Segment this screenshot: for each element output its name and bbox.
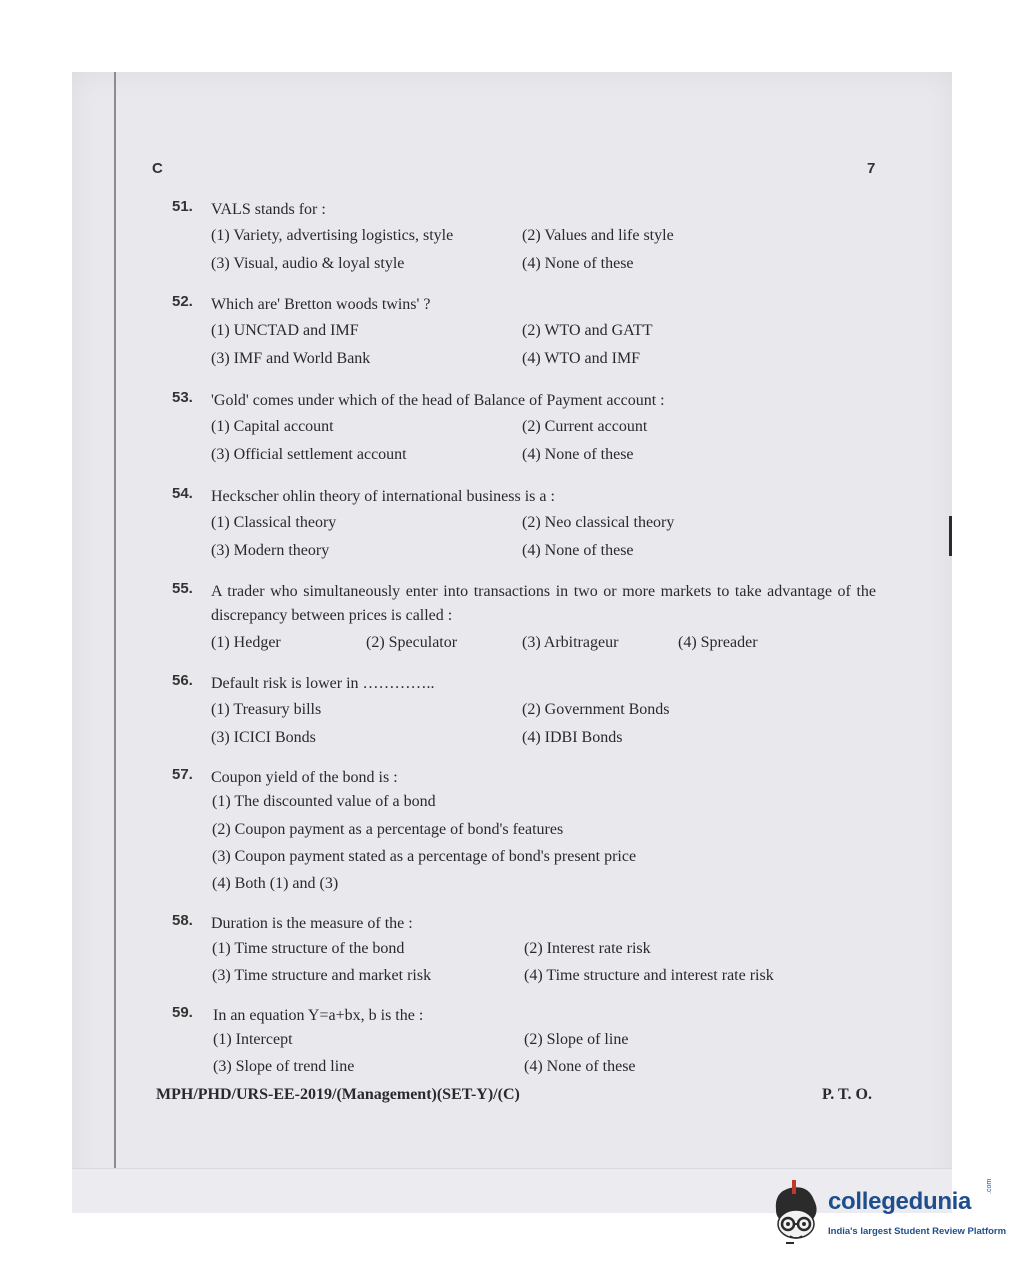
question-number: 59. <box>172 1004 193 1021</box>
option-3: (3) Official settlement account <box>211 446 407 463</box>
option-4: (4) Both (1) and (3) <box>212 875 339 892</box>
option-2: (2) Coupon payment as a percentage of bond's features <box>212 821 564 838</box>
option-2: (2) Values and life style <box>522 227 674 244</box>
question-text: 'Gold' comes under which of the head of Balance of Payment account : <box>211 392 665 409</box>
question-number: 54. <box>172 485 193 502</box>
option-2: (2) Interest rate risk <box>524 940 651 957</box>
option-2: (2) Government Bonds <box>522 701 670 718</box>
option-4: (4) Spreader <box>678 634 758 651</box>
exam-code: MPH/PHD/URS-EE-2019/(Management)(SET-Y)/(C) <box>156 1086 520 1103</box>
question-text: Default risk is lower in ………….. <box>211 675 435 692</box>
question-number: 52. <box>172 293 193 310</box>
set-code: C <box>152 160 163 177</box>
question-number: 55. <box>172 580 193 597</box>
option-1: (1) Intercept <box>213 1031 293 1048</box>
option-3: (3) Coupon payment stated as a percentage of bond's present price <box>212 848 637 865</box>
option-3: (3) IMF and World Bank <box>211 350 371 367</box>
question-text: A trader who simultaneously enter into transactions in two or more markets to take advantage of the discrepancy between prices is called : <box>211 583 876 624</box>
option-4: (4) Time structure and interest rate risk <box>524 967 774 984</box>
question-number: 53. <box>172 389 193 406</box>
option-1: (1) Treasury bills <box>211 701 322 718</box>
brand-name: collegedunia <box>828 1188 972 1215</box>
question-number: 51. <box>172 198 193 215</box>
question-text: Which are' Bretton woods twins' ? <box>211 296 431 313</box>
option-1: (1) Hedger <box>211 634 281 651</box>
option-2: (2) Current account <box>522 418 648 435</box>
question-text: Coupon yield of the bond is : <box>211 769 398 786</box>
option-1: (1) Variety, advertising logistics, style <box>211 227 454 244</box>
option-1: (1) UNCTAD and IMF <box>211 322 359 339</box>
option-2: (2) Slope of line <box>524 1031 629 1048</box>
option-1: (1) Classical theory <box>211 514 337 531</box>
question-text: Duration is the measure of the : <box>211 915 413 932</box>
scanned-page <box>72 72 952 1212</box>
option-4: (4) None of these <box>522 446 634 463</box>
option-4: (4) IDBI Bonds <box>522 729 623 746</box>
question-number: 57. <box>172 766 193 783</box>
margin-line <box>114 72 116 1168</box>
mascot-icon <box>768 1180 824 1246</box>
page-number: 7 <box>867 160 876 177</box>
collegedunia-watermark <box>768 1178 1007 1248</box>
pto-label: P. T. O. <box>822 1086 872 1103</box>
option-1: (1) The discounted value of a bond <box>212 793 436 810</box>
option-2: (2) Neo classical theory <box>522 514 675 531</box>
option-4: (4) None of these <box>522 255 634 272</box>
option-3: (3) ICICI Bonds <box>211 729 316 746</box>
option-1: (1) Time structure of the bond <box>212 940 405 957</box>
edge-mark <box>949 516 952 556</box>
option-4: (4) None of these <box>524 1058 636 1075</box>
option-4: (4) None of these <box>522 542 634 559</box>
question-text: Heckscher ohlin theory of international business is a : <box>211 488 555 505</box>
option-3: (3) Time structure and market risk <box>212 967 432 984</box>
option-1: (1) Capital account <box>211 418 334 435</box>
option-2: (2) Speculator <box>366 634 458 651</box>
question-number: 56. <box>172 672 193 689</box>
brand-suffix: .com <box>986 1178 993 1194</box>
option-4: (4) WTO and IMF <box>522 350 641 367</box>
question-text: VALS stands for : <box>211 201 326 218</box>
brand-tagline: India's largest Student Review Platform <box>828 1226 1007 1237</box>
option-3: (3) Visual, audio & loyal style <box>211 255 405 272</box>
option-3: (3) Arbitrageur <box>522 634 619 651</box>
option-3: (3) Modern theory <box>211 542 330 559</box>
option-3: (3) Slope of trend line <box>213 1058 355 1075</box>
question-text: In an equation Y=a+bx, b is the : <box>213 1007 424 1024</box>
option-2: (2) WTO and GATT <box>522 322 653 339</box>
question-number: 58. <box>172 912 193 929</box>
